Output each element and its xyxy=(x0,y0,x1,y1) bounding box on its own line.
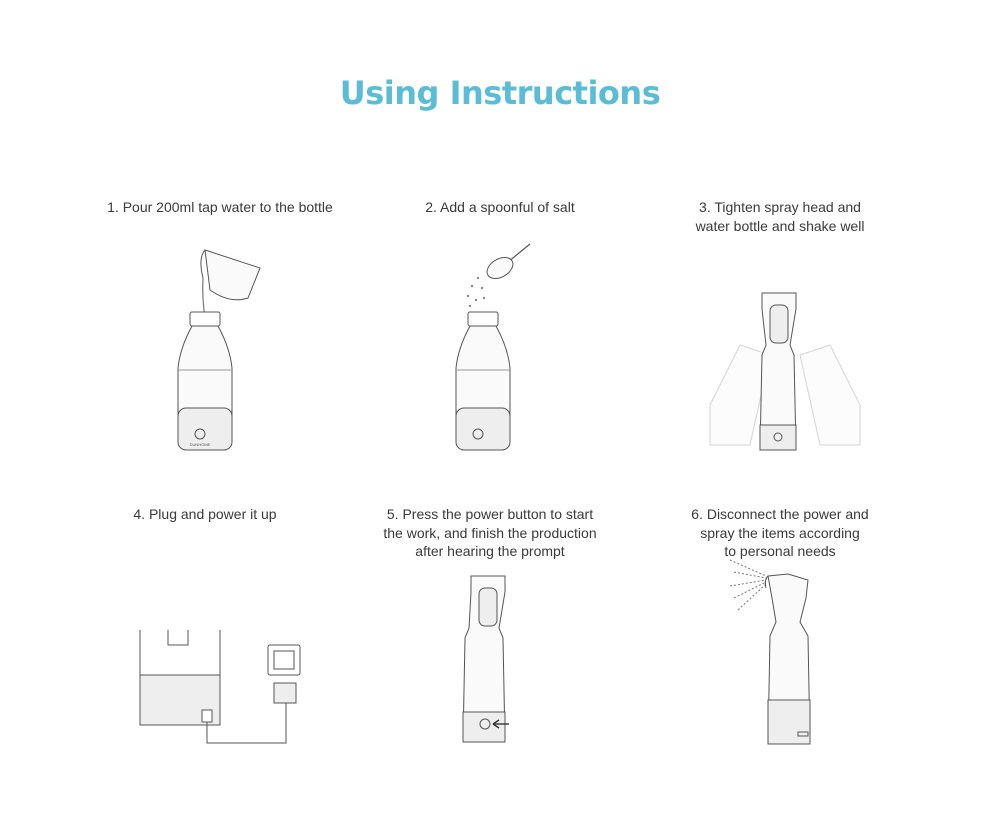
add-salt-spoon-icon xyxy=(448,238,548,458)
step-1-line-1: 1. Pour 200ml tap water to the bottle xyxy=(107,199,333,215)
step-6-line-3: to personal needs xyxy=(724,543,836,559)
step-5-line-1: 5. Press the power button to start xyxy=(386,506,594,522)
step-5-line-3: after hearing the prompt xyxy=(415,543,565,559)
step-2-line-1: 2. Add a spoonful of salt xyxy=(425,199,575,215)
brand-label: DUNHOME xyxy=(189,442,211,447)
page-title: Using Instructions xyxy=(339,74,661,112)
press-power-button-icon xyxy=(455,572,535,747)
step-1-caption xyxy=(60,198,380,217)
step-6-caption xyxy=(620,505,940,561)
step-5-line-2: the work, and finish the production xyxy=(383,524,597,541)
step-3-caption xyxy=(620,198,940,235)
spray-bottle-icon xyxy=(728,560,838,750)
step-4-caption xyxy=(45,505,365,524)
step-3-line-2: water bottle and shake well xyxy=(695,217,865,234)
step-6-line-1: 6. Disconnect the power and xyxy=(691,506,869,522)
plug-power-outlet-icon xyxy=(138,625,338,750)
pour-water-into-bottle-icon xyxy=(170,238,280,458)
step-2-caption xyxy=(340,198,660,217)
step-3-line-1: 3. Tighten spray head and xyxy=(699,199,861,215)
shake-bottle-icon xyxy=(700,285,870,460)
step-4-line-1: 4. Plug and power it up xyxy=(133,506,277,522)
step-6-line-2: spray the items according xyxy=(700,524,860,541)
step-5-caption xyxy=(330,505,650,561)
